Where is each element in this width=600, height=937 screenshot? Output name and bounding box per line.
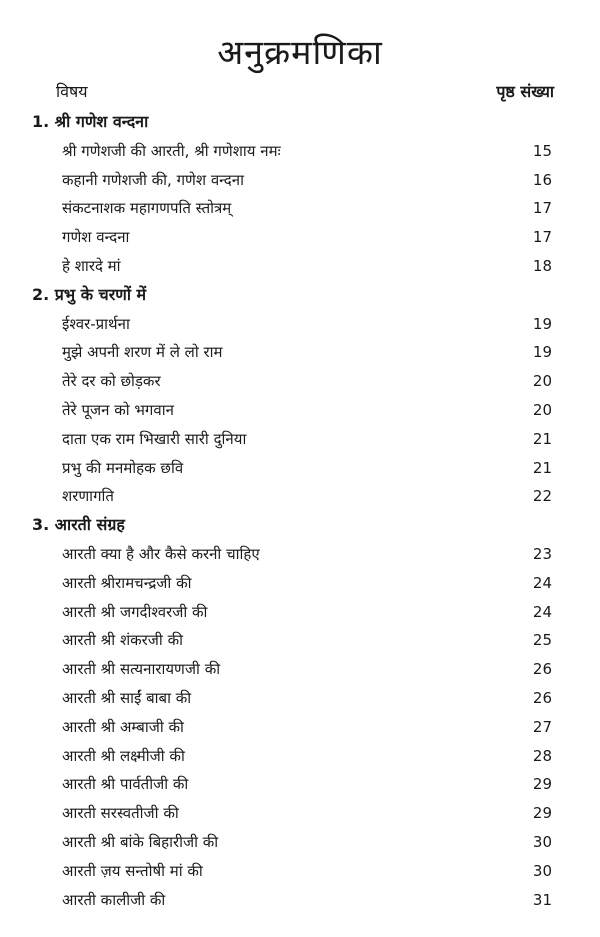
toc-entry [0,137,600,165]
entry-title: हे शारदे मां [62,257,121,275]
entry-title: तेरे दर को छोड़कर [62,372,161,391]
toc-entry [0,540,600,568]
entry-title: आरती श्री अम्बाजी की [62,717,184,736]
toc-entry [0,857,600,885]
column-header-page: पृष्ठ संख्या [496,82,554,101]
entry-title: आरती श्री बांके बिहारीजी की [62,833,219,851]
page-number: 30 [532,861,552,880]
page-number: 22 [532,487,552,506]
entry-title: श्री गणेशजी की आरती, श्री गणेशाय नमः [62,141,281,160]
toc-entry [0,310,600,338]
page-number: 20 [532,372,552,391]
page-number: 27 [532,717,552,736]
toc-entry [0,598,600,626]
page-number: 23 [532,545,552,563]
toc-entry [0,655,600,683]
toc-entry [0,454,600,482]
page-number: 15 [532,141,552,160]
column-header-subject: विषय [56,82,88,101]
page-number: 17 [532,228,552,247]
page-number: 20 [532,401,552,419]
section-title: 2. प्रभु के चरणों में [32,284,147,304]
toc-entry [0,828,600,856]
page-number: 29 [532,804,552,823]
entry-title: आरती श्री साईं बाबा की [62,689,192,707]
toc-entry [0,742,600,770]
entry-title: मुझे अपनी शरण में ले लो राम [62,343,223,362]
page-number: 24 [532,573,552,592]
entry-title: आरती श्री सत्यनारायणजी की [62,660,221,679]
entry-title: शरणागति [62,487,114,506]
toc-entry [0,626,600,654]
toc-entry [0,367,600,395]
page-number: 24 [532,602,552,621]
entry-title: आरती क्या है और कैसे करनी चाहिए [62,545,260,563]
toc-entry [0,770,600,798]
page-number: 25 [532,631,552,650]
page-number: 26 [532,660,552,679]
page-number: 21 [532,458,552,477]
entry-title: गणेश वन्दना [62,228,130,247]
entry-title: आरती श्री शंकरजी की [62,631,183,650]
toc-entry [0,338,600,366]
toc-entry [0,194,600,222]
toc-section [0,511,600,539]
page-number: 29 [532,775,552,794]
entry-title: आरती श्री जगदीश्वरजी की [62,602,208,621]
toc-entry [0,569,600,597]
toc-entry [0,166,600,194]
toc-section [0,108,600,136]
toc-section [0,281,600,309]
page-number: 18 [532,257,552,275]
entry-title: आरती सरस्वतीजी की [62,804,179,823]
toc-entry [0,223,600,251]
toc-entry [0,799,600,827]
entry-title: ईश्वर-प्रार्थना [62,314,130,333]
toc-entry [0,886,600,914]
page-number: 30 [532,833,552,851]
entry-title: प्रभु की मनमोहक छवि [62,458,184,477]
page-title: अनुक्रमणिका [217,33,383,73]
toc-entry [0,482,600,510]
page-number: 16 [532,170,552,189]
section-title: 3. आरती संग्रह [32,515,125,535]
toc-entry [0,425,600,453]
entry-title: आरती कालीजी की [62,890,166,909]
entry-title: आरती ज़य सन्तोषी मां की [62,861,203,880]
entry-title: आरती श्री पार्वतीजी की [62,775,189,794]
page-number: 21 [532,429,552,448]
toc-entry [0,684,600,712]
page-number: 28 [532,746,552,765]
entry-title: आरती श्रीरामचन्द्रजी की [62,573,192,592]
page-number: 19 [532,343,552,362]
page-number: 31 [532,890,552,909]
toc-entry [0,396,600,424]
entry-title: आरती श्री लक्ष्मीजी की [62,746,185,765]
entry-title: तेरे पूजन को भगवान [62,401,174,419]
page-number: 19 [532,314,552,333]
entry-title: कहानी गणेशजी की, गणेश वन्दना [62,170,244,189]
toc-entry [0,713,600,741]
section-title: 1. श्री गणेश वन्दना [32,112,149,131]
page-number: 17 [532,199,552,218]
entry-title: दाता एक राम भिखारी सारी दुनिया [62,429,247,448]
page-number: 26 [532,689,552,707]
toc-entry [0,252,600,280]
entry-title: संकटनाशक महागणपति स्तोत्रम् [62,199,232,218]
